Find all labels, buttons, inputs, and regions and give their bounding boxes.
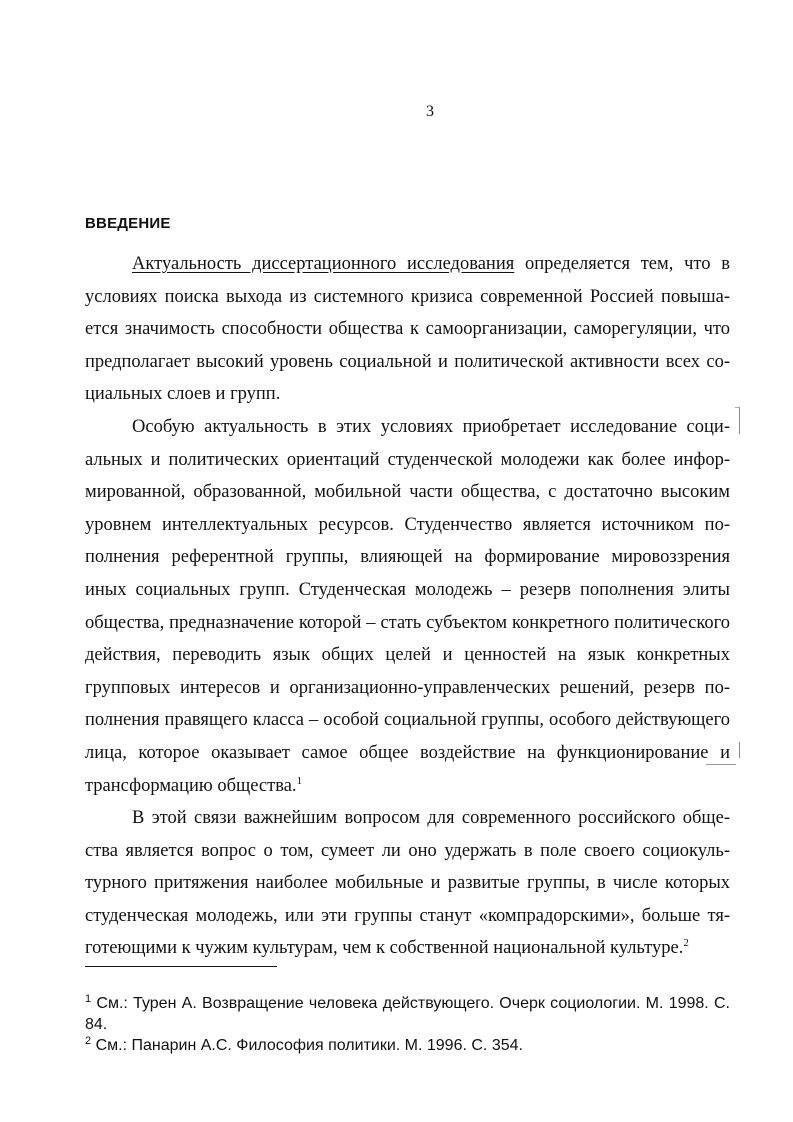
paragraph-student-youth bbox=[85, 411, 730, 802]
paragraph-sociocultural bbox=[85, 802, 730, 965]
scan-mark-right-top bbox=[735, 407, 740, 434]
footnote-2 bbox=[85, 1035, 730, 1056]
paragraph-relevance bbox=[85, 248, 730, 411]
paragraph-student-youth-text: Особую актуальность в этих условиях приобретает исследование социальных и политических ориентаций студенческой молодежи как более информированной, образованной, мобильной части общества, с достаточно высоким уровнем интеллектуальных ресурсов. Студенчество является источником пополнения референтной группы, влияющей на формирование мировоззрения иных социальных групп. Студенческая молодежь – резерв пополнения элиты общества, предназначение которой – стать субъектом конкретного политического действия, переводить язык общих целей и ценностей на язык конкретных групповых интересов и организационно-управленческих решений, резерв пополнения правящего класса – особой социальной группы, особого действующего лица, которое оказывает самое общее воздействие на функционирование и трансформацию общества. bbox=[85, 416, 730, 796]
paragraph-sociocultural-text: В этой связи важнейшим вопросом для современного российского общества является вопрос о том, сумеет ли оно удержать в поле своего социокультурного притяжения наиболее мобильные и развитые группы, в числе которых студенческая молодежь, или эти группы станут «компрадорскими», больше тяготеющими к чужим культурам, чем к собственной национальной культуре. bbox=[85, 808, 730, 959]
footnote-ref-2: 2 bbox=[683, 937, 689, 950]
scan-mark-dash bbox=[706, 764, 736, 765]
footnote-1 bbox=[85, 993, 730, 1035]
footnotes bbox=[85, 993, 730, 1056]
scan-mark-right-middle bbox=[736, 742, 740, 758]
section-heading: ВВЕДЕНИЕ bbox=[85, 215, 171, 232]
body-text bbox=[85, 248, 730, 965]
page-number: 3 bbox=[426, 103, 434, 120]
footnote-text: См.: Панарин А.С. Философия политики. М. 1996. С. 354. bbox=[95, 1037, 523, 1054]
footnote-text: См.: Турен А. Возвращение человека действующего. Очерк социологии. М. 1998. С. 84. bbox=[85, 995, 730, 1033]
footnote-number: 1 bbox=[85, 993, 92, 1005]
footnote-separator bbox=[85, 966, 277, 967]
footnote-number: 2 bbox=[85, 1035, 92, 1047]
paragraph-relevance-text: определяется тем, что в условиях поиска выхода из системного кризиса современной Россией повышается значимость способности общества к самоорганизации, саморегуляции, что предполагает высокий уровень социальной и политической активности всех социальных слоев и групп. bbox=[85, 254, 730, 405]
relevance-lead-phrase: Актуальность диссертационного исследования bbox=[132, 254, 515, 274]
footnote-ref-1: 1 bbox=[296, 774, 303, 787]
